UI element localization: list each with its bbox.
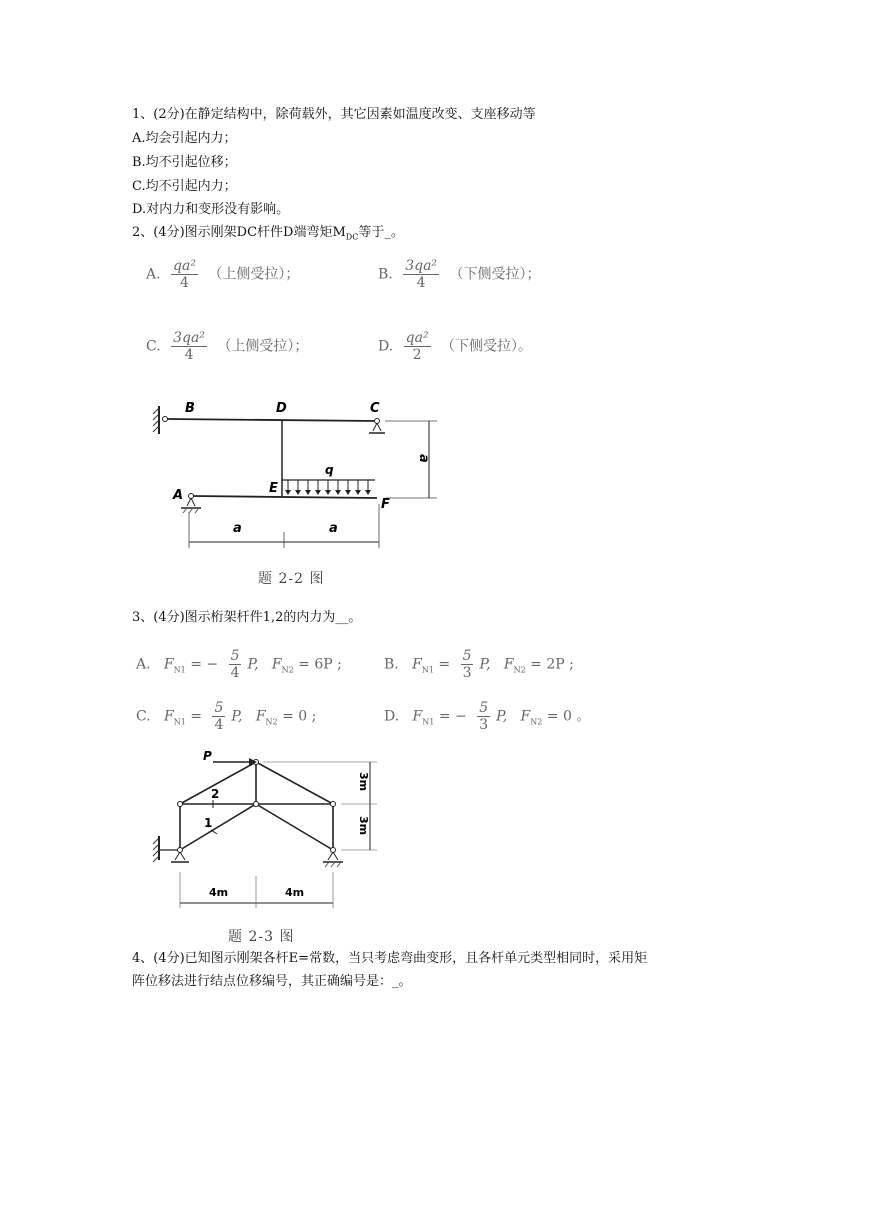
q4-stem-line-1: 4、(4分)已知图示刚架各杆E=常数，当只考虑弯曲变形，且各杆单元类型相同时，采用矩 xyxy=(132,951,648,966)
label-member-1: 1 xyxy=(204,816,213,830)
q4-stem-line-2: 阵位移法进行结点位移编号，其正确编号是：_。 xyxy=(132,974,412,989)
label-p: P xyxy=(203,749,212,763)
q1-option-c: C.均不引起内力； xyxy=(132,179,237,194)
q2-stem: 2、(4分)图示刚架DC杆件D端弯矩$M_{DC}$等于_。 xyxy=(132,225,404,242)
q1-option-a: A.均会引起内力； xyxy=(132,131,237,146)
frame-figure-2-2 xyxy=(145,392,465,558)
q2-option-a: A. $\frac{\text{qa²}}{4}$ （上侧受拉）； xyxy=(146,258,300,291)
q2-option-c: C. $\frac{\text{3qa²}}{4}$ （上侧受拉）； xyxy=(146,330,309,363)
q2-option-d: D. $\frac{\text{qa²}}{2}$ （下侧受拉）。 xyxy=(378,330,533,363)
q2-option-b: B. $\frac{\text{3qa²}}{4}$ （下侧受拉）； xyxy=(378,258,541,291)
figure-2-3-caption: 题 2-3 图 xyxy=(228,929,295,945)
label-a-right: a xyxy=(329,521,338,536)
label-a-vertical: a xyxy=(416,454,431,463)
q1-option-b: B.均不引起位移； xyxy=(132,155,237,170)
q3-option-a: A. $F_{N1}$ = − $\frac{5}{4}$ P, $F_{N2} = 6P$ ; xyxy=(136,648,342,681)
label-width-right: 4m xyxy=(285,886,305,899)
label-width-left: 4m xyxy=(209,886,229,899)
label-a-left: a xyxy=(233,521,242,536)
label-f: F xyxy=(381,497,390,512)
q3-option-c: C. $F_{N1}$ = $\frac{5}{4}$ P, $F_{N2} = 0$ ; xyxy=(136,700,317,733)
figure-2-2-caption: 题 2-2 图 xyxy=(258,571,325,587)
label-height-bottom: 3m xyxy=(357,816,370,836)
label-member-2: 2 xyxy=(211,787,220,801)
label-d: D xyxy=(276,401,287,416)
label-c: C xyxy=(370,401,380,416)
label-b: B xyxy=(185,401,195,416)
label-height-top: 3m xyxy=(357,772,370,792)
q3-option-d: D. $F_{N1}$ = − $\frac{5}{3}$ P, $F_{N2} = 0$ 。 xyxy=(384,700,591,733)
label-q: q xyxy=(325,463,334,477)
q1-option-d: D.对内力和变形没有影响。 xyxy=(132,202,290,217)
label-e: E xyxy=(269,481,278,496)
q3-stem: 3、(4分)图示桁架杆件1,2的内力为__。 xyxy=(132,610,362,625)
q3-option-b: B. $F_{N1}$ = $\frac{5}{3}$ P, $F_{N2} = 2P$ ; xyxy=(384,648,574,681)
label-a-node: A xyxy=(173,488,184,503)
q1-stem: 1、(2分)在静定结构中，除荷载外，其它因素如温度改变、支座移动等 xyxy=(132,107,536,122)
truss-figure-2-3 xyxy=(145,748,390,918)
